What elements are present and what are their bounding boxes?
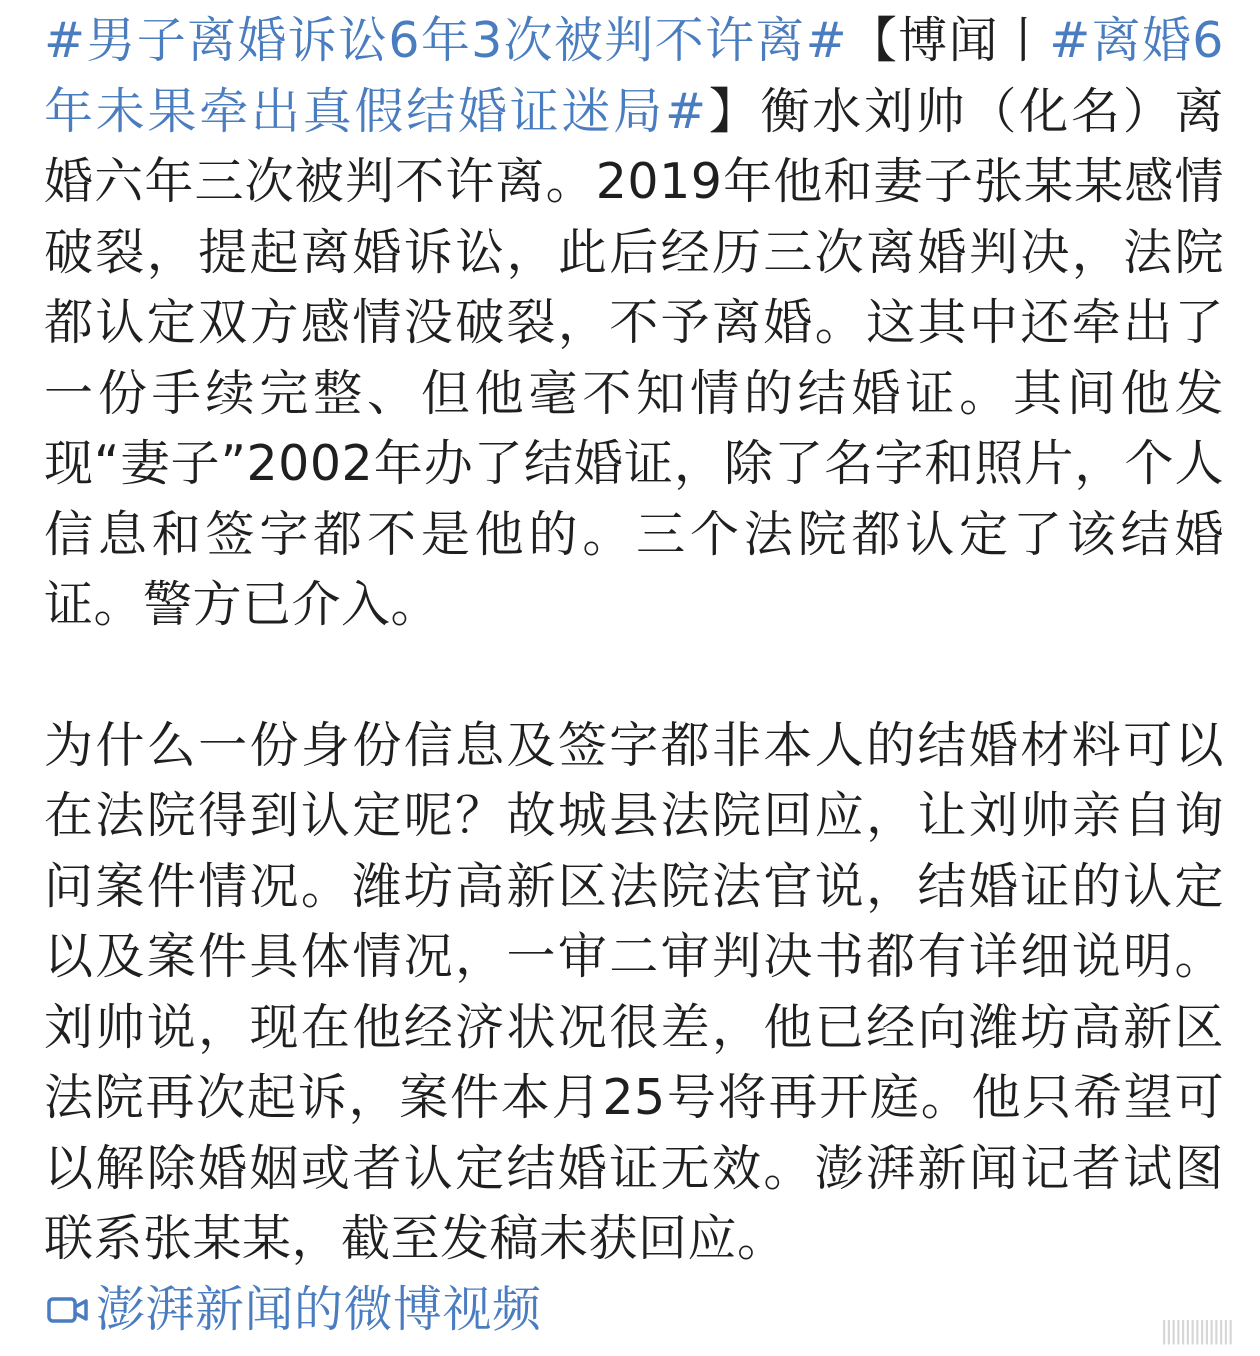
video-camera-icon [44,1286,92,1334]
watermark-logo: ||||||||||||||| [1160,1315,1232,1345]
hashtag-link-marriage-certificate[interactable]: #离婚6年未果牵出真假结婚证迷局# [44,12,1224,140]
post-body [44,6,1224,1353]
paragraph-2-text: 为什么一份身份信息及签字都非本人的结婚材料可以在法院得到认定呢？故城县法院回应，让刘帅亲自询问案件情况。潍坊高新区法院法官说，结婚证的认定以及案件具体情况，一审二审判决书都有详细说明。刘帅说，现在他经济状况很差，他已经向潍坊高新区法院再次起诉，案件本月25号将再开庭。他只希望可以解除婚姻或者认定结婚证无效。澎湃新闻记者试图联系张某某，截至发稿未获回应。 [44,716,1224,1267]
video-link-label: 澎湃新闻的微博视频 [96,1280,542,1338]
post-paragraph-2 [44,711,1224,1354]
source-bracket-open: 【博闻丨 [847,12,1050,69]
video-link[interactable] [44,1275,542,1346]
post-paragraph-1 [44,6,1224,641]
paragraph-1-text: 】衡水刘帅（化名）离婚六年三次被判不许离。2019年他和妻子张某某感情破裂，提起离婚诉讼，此后经历三次离婚判决，法院都认定双方感情没破裂，不予离婚。这其中还牵出了一份手续完整、但他毫不知情的结婚证。其间他发现“妻子”2002年办了结婚证，除了名字和照片，个人信息和签字都不是他的。三个法院都认定了该结婚证。警方已介入。 [44,82,1224,633]
hashtag-link-divorce-lawsuit[interactable]: #男子离婚诉讼6年3次被判不许离# [44,12,848,69]
